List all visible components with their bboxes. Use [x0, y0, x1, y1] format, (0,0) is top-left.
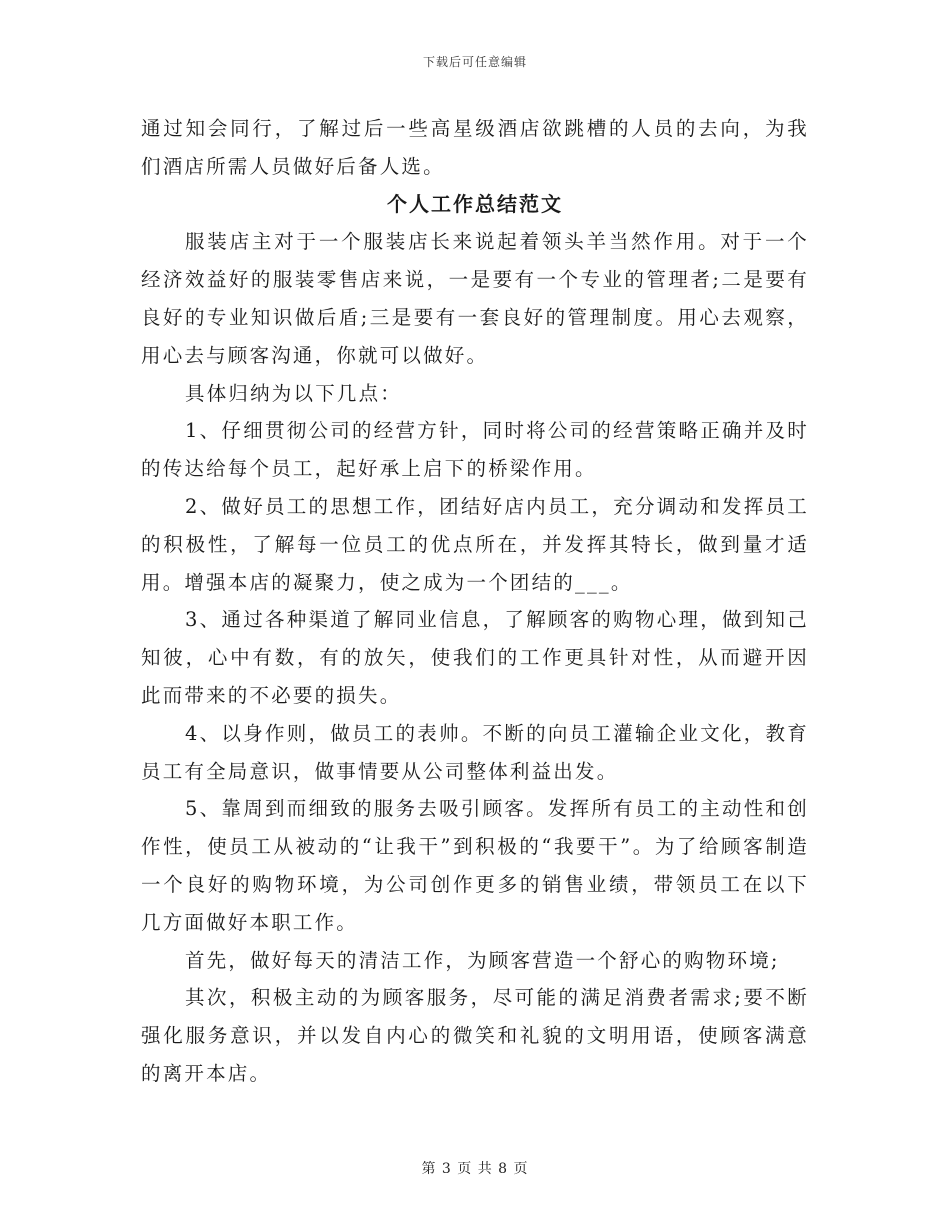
body-paragraph: 服装店主对于一个服装店长来说起着领头羊当然作用。对于一个经济效益好的服装零售店来说，一是要有一个专业的管理者;二是要有良好的专业知识做后盾;三是要有一套良好的管理制度。用心去观察，用心去与顾客沟通，你就可以做好。 [141, 230, 809, 367]
page-number-footer: 第 3 页 共 8 页 [421, 1161, 529, 1177]
document-body [141, 110, 809, 1093]
intro-paragraph: 通过知会同行，了解过后一些高星级酒店欲跳槽的人员的去向，为我们酒店所需人员做好后备人选。 [141, 117, 809, 178]
page-header: 下载后可任意编辑 [422, 55, 527, 69]
list-item-paragraph: 5、靠周到而细致的服务去吸引顾客。发挥所有员工的主动性和创作性，使员工从被动的“让我干”到积极的“我要干”。为了给顾客制造一个良好的购物环境，为公司创作更多的销售业绩，带领员工在以下几方面做好本职工作。 [141, 797, 809, 934]
body-paragraph: 其次，积极主动的为顾客服务，尽可能的满足消费者需求;要不断强化服务意识，并以发自内心的微笑和礼貌的文明用语，使顾客满意的离开本店。 [141, 986, 809, 1085]
body-paragraph: 首先，做好每天的清洁工作，为顾客营造一个舒心的购物环境; [185, 948, 780, 972]
document-title: 个人工作总结范文 [387, 191, 563, 216]
body-paragraph: 具体归纳为以下几点： [185, 381, 403, 405]
list-item-paragraph: 1、仔细贯彻公司的经营方针，同时将公司的经营策略正确并及时的传达给每个员工，起好承上启下的桥梁作用。 [141, 419, 809, 481]
list-item-paragraph: 4、以身作则，做员工的表帅。不断的向员工灌输企业文化，教育员工有全局意识，做事情要从公司整体利益出发。 [141, 721, 809, 783]
list-item-paragraph: 2、做好员工的思想工作，团结好店内员工，充分调动和发挥员工的积极性，了解每一位员工的优点所在，并发挥其特长，做到量才适用。增强本店的凝聚力，使之成为一个团结的___。 [141, 494, 809, 594]
list-item-paragraph: 3、通过各种渠道了解同业信息，了解顾客的购物心理，做到知己知彼，心中有数，有的放矢，使我们的工作更具针对性，从而避开因此而带来的不必要的损失。 [141, 608, 809, 707]
